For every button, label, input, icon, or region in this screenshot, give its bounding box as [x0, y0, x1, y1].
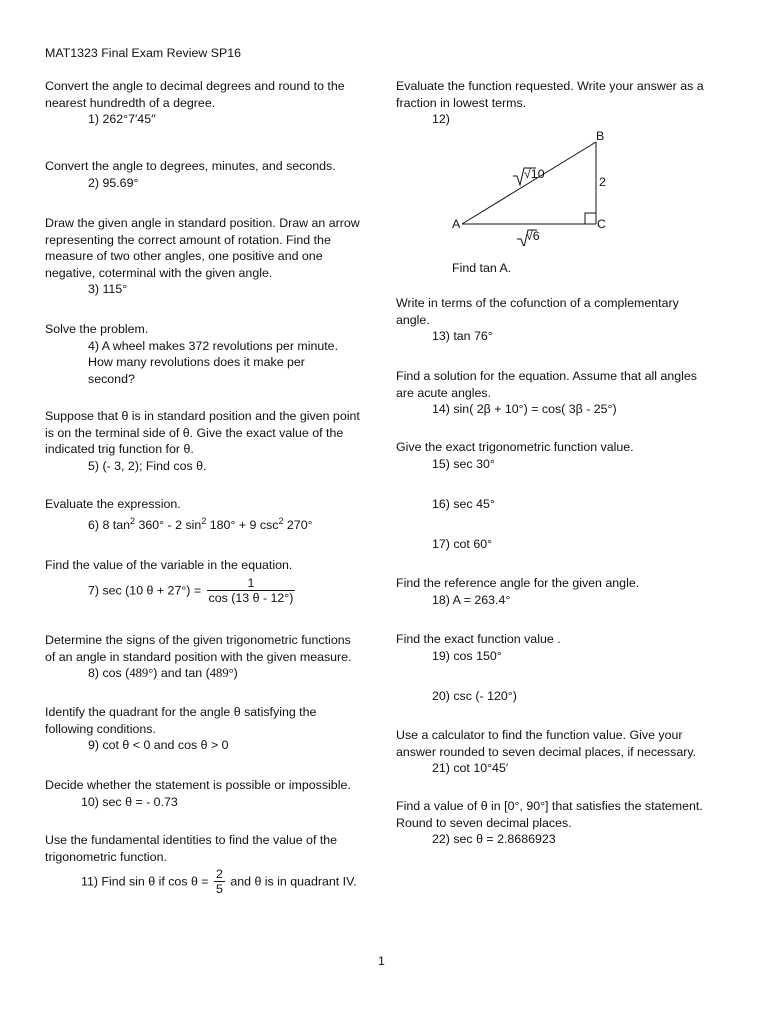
- left-column: [45, 78, 375, 902]
- instruction: Identify the quadrant for the angle θ satisfying the following conditions.: [45, 705, 317, 736]
- problem-2: 2) 95.69°: [88, 175, 139, 190]
- instruction: Draw the given angle in standard position. Draw an arrow representing the correct amount of rotation. Find the measure of two other angles, one positive and one negative, coterminal with the given angle.: [45, 216, 360, 280]
- instruction: Write in terms of the cofunction of a complementary angle.: [396, 296, 679, 327]
- instruction: Convert the angle to decimal degrees and round to the nearest hundredth of a degree.: [45, 79, 345, 110]
- problem-18: 18) A = 263.4°: [432, 592, 511, 607]
- problem-5-section: [45, 408, 375, 496]
- problem-8: [88, 665, 375, 682]
- problem-7: [88, 576, 375, 605]
- p11-denominator: 5: [215, 882, 223, 896]
- p11-text-b: and θ is in quadrant IV.: [230, 874, 357, 889]
- page-title: MAT1323 Final Exam Review SP16: [45, 46, 242, 60]
- p11-text-a: 11) Find sin θ if cos θ =: [81, 874, 209, 889]
- side-label: 2: [599, 175, 606, 189]
- instruction: Evaluate the function requested. Write your answer as a fraction in lowest terms.: [396, 79, 704, 110]
- p7-denominator: cos (13 θ - 12°): [208, 590, 294, 605]
- problem-19-20-section: [396, 631, 726, 727]
- problem-16: 16) sec 45°: [432, 496, 495, 511]
- instruction: Convert the angle to degrees, minutes, and seconds.: [45, 159, 336, 173]
- problem-18-section: [396, 575, 726, 631]
- problem-9: 9) cot θ < 0 and cos θ > 0: [88, 738, 229, 752]
- problem-11-section: [45, 832, 375, 902]
- problem-5: 5) (- 3, 2); Find cos θ.: [88, 458, 207, 473]
- problem-7-section: [45, 557, 375, 632]
- hypotenuse-label: √10: [524, 167, 545, 181]
- problem-3: 3) 115°: [88, 282, 128, 296]
- p6-text-a: 6) 8 tan: [88, 517, 131, 532]
- problem-15-17-section: [396, 439, 726, 575]
- problem-6-section: [45, 496, 375, 557]
- instruction: Solve the problem.: [45, 322, 149, 336]
- problem-22-section: [396, 798, 726, 858]
- p6-text-d: 270°: [283, 517, 313, 532]
- find-tan-section: [396, 260, 726, 295]
- problem-2-section: [45, 158, 375, 215]
- right-angle-mark: [585, 213, 596, 224]
- problem-1-section: [45, 78, 375, 158]
- problem-3-section: [45, 215, 375, 321]
- p7-numerator: 1: [207, 576, 296, 591]
- problem-17: 17) cot 60°: [432, 536, 493, 551]
- p6-exp-2: 2: [201, 515, 207, 526]
- p6-exp-1: 2: [130, 515, 136, 526]
- instruction: Find the value of the variable in the equation.: [45, 558, 293, 572]
- base-label: √6: [526, 229, 540, 243]
- find-tan-text: Find tan A.: [452, 261, 512, 275]
- p6-exp-3: 2: [278, 515, 284, 526]
- vertex-label-c: C: [597, 217, 606, 231]
- p8-angle-1: 489°: [129, 666, 154, 680]
- p6-text-c: 180° + 9 csc: [206, 517, 279, 532]
- problem-14-section: [396, 368, 726, 439]
- triangle-diagram: [396, 128, 726, 246]
- problem-12-section: [396, 78, 726, 128]
- instruction: Use a calculator to find the function value. Give your answer rounded to seven decimal places, if necessary.: [396, 728, 697, 759]
- p8-angle-2: 489°: [209, 666, 234, 680]
- instruction: Determine the signs of the given trigonometric functions of an angle in standard position with the given measure.: [45, 633, 352, 664]
- problem-13-section: [396, 295, 726, 368]
- p7-lhs: 7) sec (10 θ + 27°) =: [88, 582, 202, 597]
- instruction: Find the reference angle for the given angle.: [396, 576, 640, 590]
- problem-10-section: [45, 777, 375, 832]
- problem-4-section: [45, 321, 375, 408]
- problem-10: 10) sec θ = - 0.73: [81, 794, 178, 809]
- right-column: [396, 78, 726, 858]
- problem-22: 22) sec θ = 2.8686923: [432, 832, 556, 846]
- instruction: Give the exact trigonometric function value.: [396, 440, 634, 454]
- p8-text-c: ) and tan (: [153, 666, 210, 680]
- instruction: Decide whether the statement is possible or impossible.: [45, 778, 351, 792]
- problem-21: 21) cot 10°45′: [432, 761, 509, 775]
- p8-text-e: ): [233, 666, 238, 680]
- triangle-hypotenuse: [462, 142, 596, 224]
- problem-11: [81, 867, 375, 896]
- instruction: Suppose that θ is in standard position and the given point is on the terminal side of θ. Give the exact value of the indicated trig function for θ.: [45, 409, 360, 456]
- problem-15: 15) sec 30°: [432, 456, 495, 471]
- p7-fraction: [207, 576, 296, 605]
- problem-12: 12): [432, 112, 450, 126]
- instruction: Find a solution for the equation. Assume that all angles are acute angles.: [396, 369, 698, 400]
- instruction: Use the fundamental identities to find the value of the trigonometric function.: [45, 833, 338, 864]
- triangle-figure: [396, 128, 726, 246]
- p11-fraction: [214, 867, 225, 896]
- problem-14: 14) sin( 2β + 10°) = cos( 3β - 25°): [432, 402, 617, 416]
- problem-21-section: [396, 727, 726, 798]
- problem-1: 1) 262°7′45′′: [88, 112, 156, 126]
- problem-6: [88, 517, 375, 534]
- page-number: 1: [378, 954, 385, 968]
- problem-9-section: [45, 704, 375, 777]
- p6-text-b: 360° - 2 sin: [135, 517, 202, 532]
- problem-20: 20) csc (- 120°): [432, 688, 517, 703]
- p8-text-a: 8) cos (: [88, 666, 130, 680]
- instruction: Evaluate the expression.: [45, 497, 181, 511]
- p11-numerator: 2: [215, 867, 223, 881]
- problem-8-section: [45, 632, 375, 704]
- problem-19: 19) cos 150°: [432, 648, 502, 663]
- vertex-label-b: B: [596, 129, 605, 143]
- instruction: Find a value of θ in [0°, 90°] that satisfies the statement. Round to seven decimal places.: [396, 799, 703, 830]
- problem-13: 13) tan 76°: [432, 329, 493, 343]
- vertex-label-a: A: [452, 217, 461, 231]
- instruction: Find the exact function value .: [396, 632, 561, 646]
- problem-4: 4) A wheel makes 372 revolutions per minute. How many revolutions does it make per second?: [88, 338, 339, 386]
